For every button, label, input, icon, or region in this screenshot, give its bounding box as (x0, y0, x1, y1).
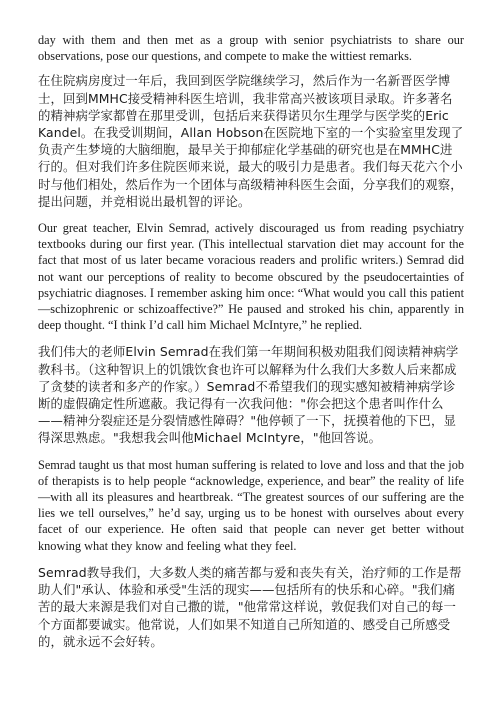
paragraph-chinese-3: Semrad教导我们，大多数人类的痛苦都与爱和丧失有关，治疗师的工作是帮助人们"承认、体验和承受"生活的现实——包括所有的快乐和心碎。"我们痛苦的最大来源是我们对自己撒的谎，"他常常这样说，敦促我们对自己的每一个方面都要诚实。他常说，人们如果不知道自己所知道的、感受自己所感受的，就永远不会好转。 (38, 564, 462, 649)
paragraph-chinese-2: 我们伟大的老师Elvin Semrad在我们第一年期间积极劝阻我们阅读精神病学教科书。（这种智识上的饥饿饮食也许可以解释为什么我们大多数人后来都成了贪婪的读者和多产的作家。）Semrad不希望我们的现实感知被精神病学诊断的虚假确定性所遮蔽。我记得有一次我问他："你会把这个患者叫作什么——精神分裂症还是分裂情感性障碍？"他停顿了一下，抚摸着他的下巴，显得深思熟虑。"我想我会叫他Michael McIntyre，"他回答说。 (38, 344, 459, 446)
paragraph-english-3: Semrad taught us that most human suffering is related to love and loss and that the job of therapists is to help people “acknowledge, experience, and bear” the reality of life—with all its pleasures and heartbreak. “The greatest sources of our suffering are the lies we tell ourselves,” he’d say, urging us to be honest with ourselves about every facet of our experience. He often said that people can never get better without knowing what they know and feeling what they feel. (38, 457, 464, 553)
document-page (38, 32, 464, 650)
paragraph-english-1: day with them and then met as a group with senior psychiatrists to share our observations, pose our questions, and compete to make the wittiest remarks. (38, 33, 464, 64)
paragraph-english-2: Our great teacher, Elvin Semrad, actively discouraged us from reading psychiatry textbooks during our first year. (This intellectual starvation diet may account for the fact that most of us later became voracious readers and prolific writers.) Semrad did not want our perceptions of reality to become obscured by the pseudocertainties of psychiatric diagnoses. I remember asking him once: “What would you call this patient—schizophrenic or schizoaffective?” He paused and stroked his chin, apparently in deep thought. “I think I’d call him Michael McIntyre,” he replied. (38, 221, 464, 333)
paragraph-chinese-1: 在住院病房度过一年后，我回到医学院继续学习，然后作为一名新晋医学博士，回到MMHC接受精神科医生培训，我非常高兴被该项目录取。许多著名的精神病学家都曾在那里受训，包括后来获得诺贝尔生理学与医学奖的Eric Kandel。在我受训期间，Allan Hobson在医院地下室的一个实验室里发现了负责产生梦境的大脑细胞，最早关于抑郁症化学基础的研究也是在MMHC进行的。但对我们许多住院医师来说，最大的吸引力是患者。我们每天花六个小时与他们相处，然后作为一个团体与高级精神科医生会面，分享我们的观察，提出问题，并竞相说出最机智的评论。 (38, 73, 464, 209)
